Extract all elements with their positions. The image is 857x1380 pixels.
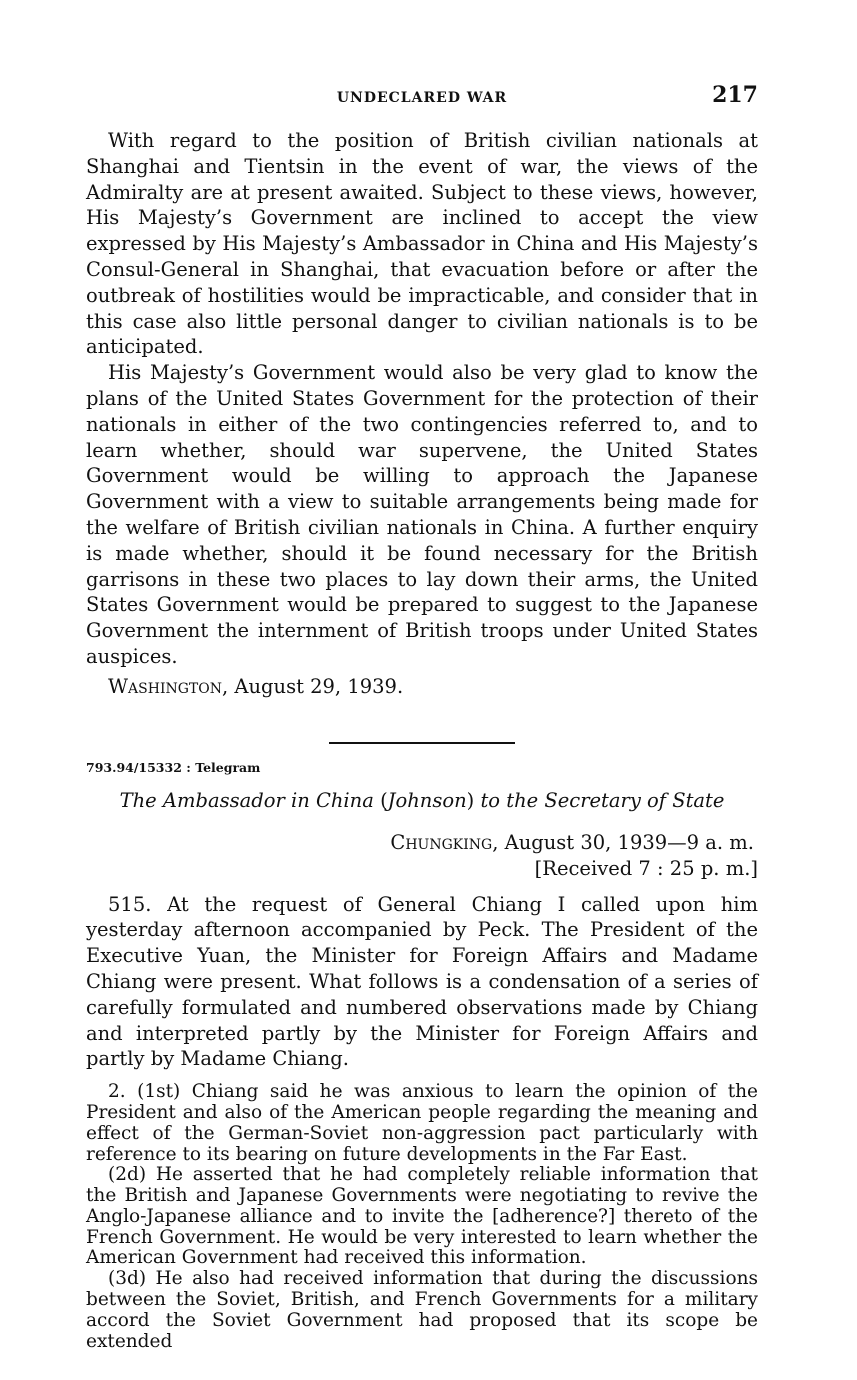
page-body (86, 128, 758, 1352)
paragraph-3d: (3d) He also had received information that during the discussions between the Soviet, British, and French Governments for a military accord the Soviet Government had proposed that its scope be extended (86, 1268, 758, 1352)
page-number: 217 (712, 82, 758, 108)
title-pre: The Ambassador in China (119, 788, 381, 812)
paragraph-2d: (2d) He asserted that he had completely reliable information that the British and Japanese Governments were negotiating to revive the Anglo-Japanese alliance and to invite the [adherence?] thereto of the French Government. He would be very interested to learn whether the American Government had received this information. (86, 1164, 758, 1269)
telegram-date: , August 30, 1939—9 a. m. (492, 830, 754, 854)
dateline-washington (86, 674, 758, 700)
document-number: 793.94/15332 : Telegram (86, 759, 261, 775)
dateline-date: , August 29, 1939. (221, 674, 404, 698)
paragraph-515: 515. At the request of General Chiang I called upon him yesterday afternoon accompanied by Peck. The President of the Executive Yuan, the Minister for Foreign Affairs and Madame Chiang were present. What follows is a condensation of a series of carefully formulated and numbered observations made by Chiang and interpreted partly by the Minister for Foreign Affairs and partly by Madame Chiang. (86, 892, 758, 1071)
received-time: [Received 7 : 25 p. m.] (534, 856, 758, 880)
section-divider (329, 742, 515, 744)
paragraph-2-1st: 2. (1st) Chiang said he was anxious to learn the opinion of the President and also of the American people regarding the meaning and effect of the German-Soviet non-aggression pact particularly with reference to its bearing on future developments in the Far East. (86, 1081, 758, 1165)
dateline-place: Washington (108, 674, 222, 698)
title-close: ) (466, 788, 475, 812)
running-head: UNDECLARED WAR (336, 90, 508, 106)
paragraph-us-plans: His Majesty’s Government would also be very glad to know the plans of the United States Government for the protection of their nationals in either of the two contingencies referred to, and to learn whether, should war supervene, the United States Government would be willing to approach the Japanese Government with a view to suitable arrangements being made for the welfare of British civilian nationals in China. A further enquiry is made whether, should it be found necessary for the British garrisons in these two places to lay down their arms, the United States Government would be prepared to suggest to the Japanese Government the internment of British troops under United States auspices. (86, 361, 758, 668)
telegram-place: Chungking (390, 830, 493, 854)
paragraph-british-civilians: With regard to the position of British civilian nationals at Shanghai and Tientsin in the event of war, the views of the Admiralty are at present awaited. Subject to these views, however, His Majesty’s Government are inclined to accept the view expressed by His Majesty’s Ambassador in China and His Majesty’s Consul-General in Shanghai, that evacuation before or after the outbreak of hostilities would be impracticable, and consider that in this case also little personal danger to civilian nationals is to be anticipated. (86, 129, 758, 359)
title-open: ( (380, 788, 388, 812)
document-title (86, 789, 758, 812)
title-name: Johnson (387, 788, 467, 812)
telegram-place-date (86, 830, 758, 856)
page-header (86, 82, 758, 114)
title-post: to the Secretary of State (474, 788, 725, 812)
numbered-observations (86, 1082, 758, 1352)
